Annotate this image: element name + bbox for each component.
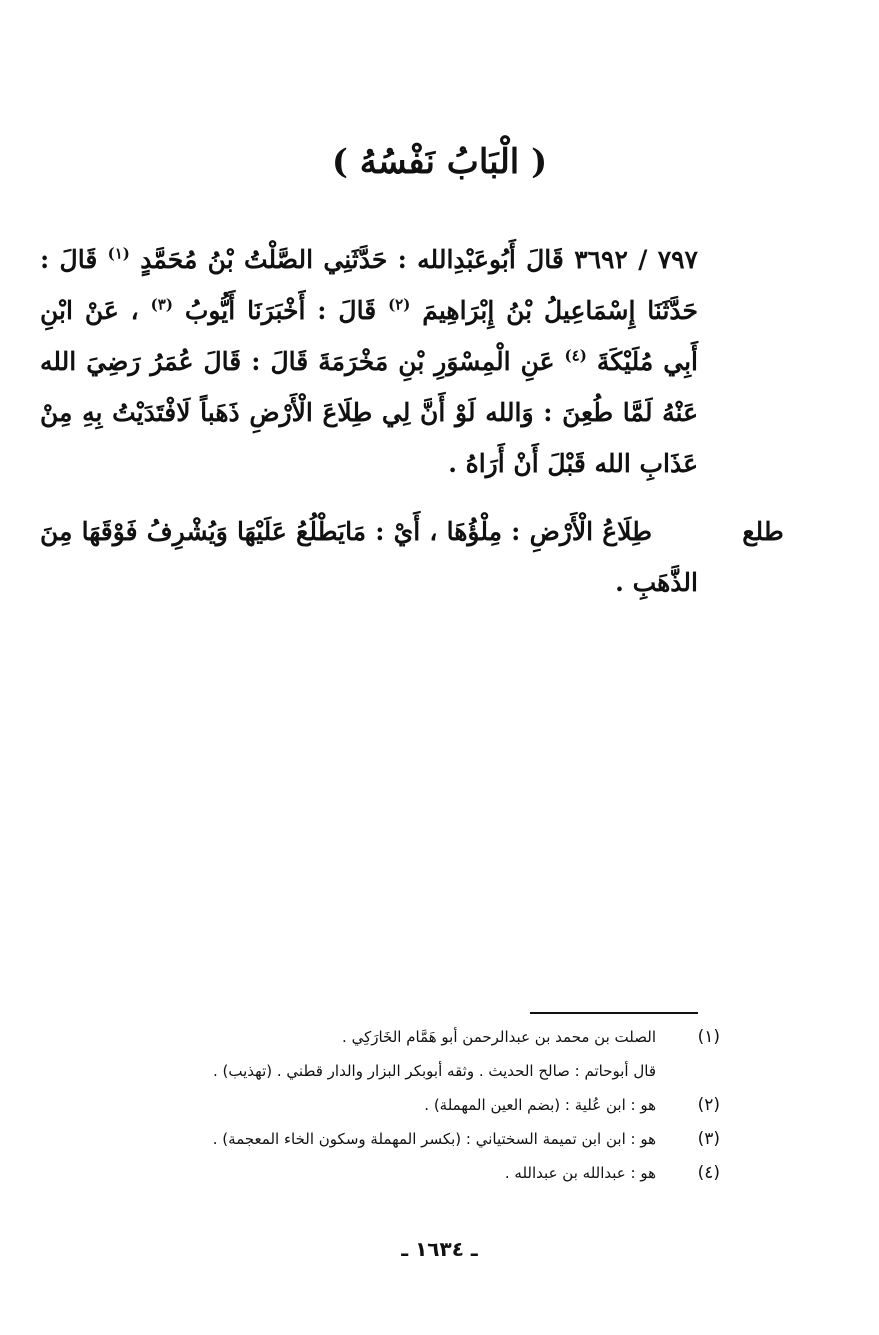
footnote-2 bbox=[40, 1088, 720, 1122]
footnote-number: (٣) bbox=[697, 1129, 720, 1149]
footnote-text: الصلت بن محمد بن عبدالرحمن أبو هَمَّام الخَارَكِي . bbox=[342, 1028, 656, 1046]
footnote-text: قال أبوحاتم : صالح الحديث . وثقه أبوبكر البزار والدار قطني . (تهذيب) . bbox=[213, 1062, 656, 1080]
hadith-number: ٧٩٧ / ٣٦٩٢ bbox=[574, 245, 698, 274]
footnote-divider bbox=[530, 1012, 698, 1014]
footnote-ref-1[interactable]: (١) bbox=[107, 244, 130, 263]
hadith-part-1: قَالَ أَبُوعَبْدِالله : حَدَّثَنِي الصَّلْتُ بْنُ مُحَمَّدٍ bbox=[140, 245, 564, 274]
gloss-text: طِلَاعُ الْأَرْضِ : مِلْؤُهَا ، أَيْ : مَايَطْلُعُ عَلَيْهَا وَيُشْرِفُ فَوْقَهَا مِنَ الذَّهَبِ . bbox=[40, 517, 698, 597]
chapter-title: ( الْبَابُ نَفْسُهُ ) bbox=[331, 142, 548, 182]
footnote-number: (١) bbox=[697, 1027, 720, 1047]
gloss-keyword: طلع bbox=[742, 517, 784, 546]
hadith-part-4: ، عَنْ ابْنِ أَبِي مُلَيْكَةَ bbox=[40, 296, 698, 376]
page-number: ـ ١٦٣٤ ـ bbox=[401, 1237, 478, 1261]
footnote-ref-4[interactable]: (٤) bbox=[564, 346, 587, 365]
footnote-number: (٢) bbox=[697, 1095, 720, 1115]
hadith-part-3: قَالَ : أَخْبَرَنَا أَيُّوبُ bbox=[184, 296, 377, 325]
footnote-1-continuation bbox=[40, 1054, 720, 1088]
footnote-text: هو : ابن عُلية : (بضم العين المهملة) . bbox=[424, 1096, 656, 1114]
hadith-part-5: عَنِ الْمِسْوَرِ بْنِ مَخْرَمَةَ قَالَ : قَالَ عُمَرُ رَضِيَ الله عَنْهُ لَمَّا طُعِنَ : وَالله لَوْ أَنَّ لِي طِلَاعَ الْأَرْضِ ذَهَباً لَافْتَدَيْتُ بِهِ مِنْ عَذَابِ الله قَبْلَ أَنْ أَرَاهُ . bbox=[40, 347, 698, 478]
footnote-ref-2[interactable]: (٢) bbox=[388, 295, 411, 314]
footnote-ref-3[interactable]: (٣) bbox=[150, 295, 173, 314]
footnote-number: (٤) bbox=[697, 1163, 720, 1183]
footnote-text: هو : ابن ابن تميمة السختياني : (بكسر المهملة وسكون الخاء المعجمة) . bbox=[212, 1130, 656, 1148]
footnote-text: هو : عبدالله بن عبدالله . bbox=[504, 1164, 656, 1182]
footnote-3 bbox=[40, 1122, 720, 1156]
footnotes bbox=[40, 1020, 720, 1190]
hadith-text bbox=[40, 234, 698, 489]
footnote-4 bbox=[40, 1156, 720, 1190]
hadith-part-2: قَالَ : حَدَّثَنَا إِسْمَاعِيلُ بْنُ إِبْرَاهِيمَ bbox=[40, 245, 698, 325]
footnote-1 bbox=[40, 1020, 720, 1054]
